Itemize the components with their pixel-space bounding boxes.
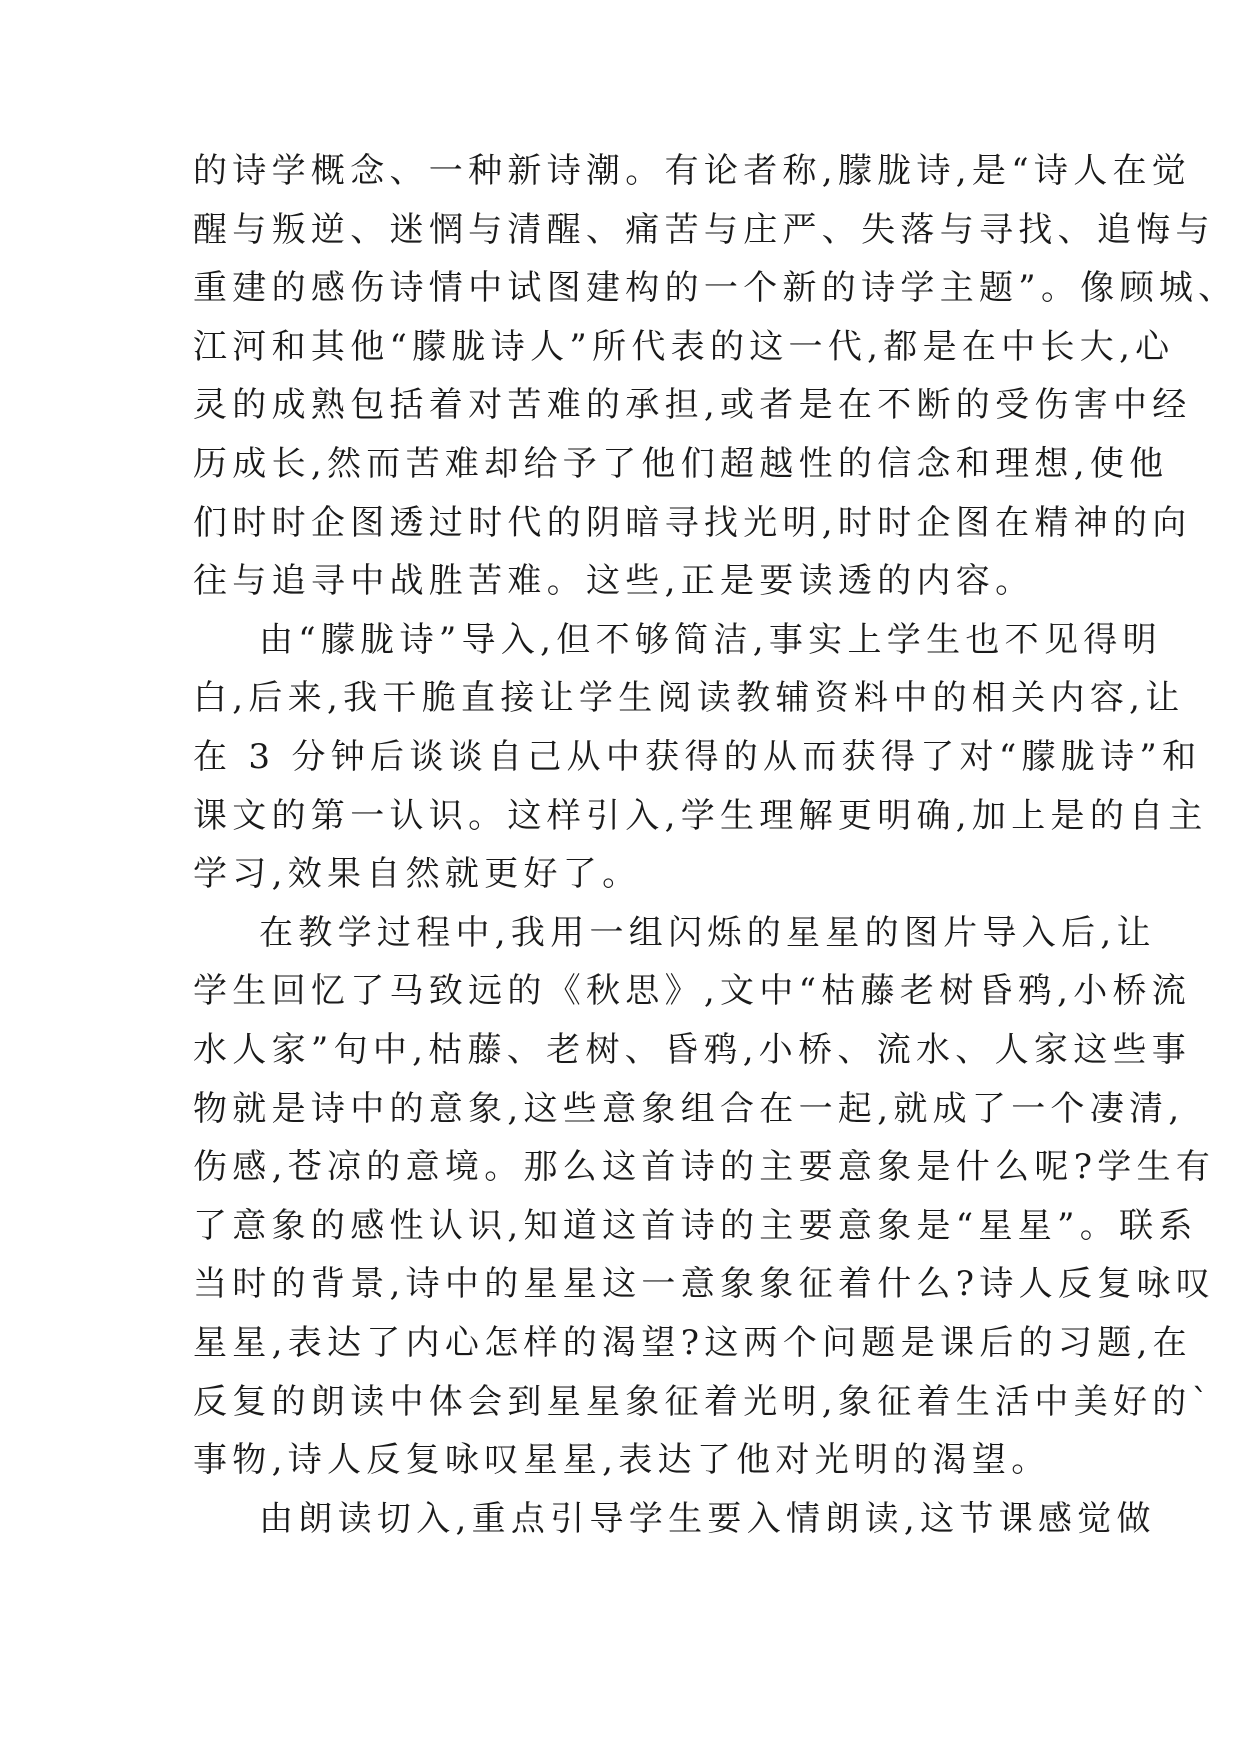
text-line: 往与追寻中战胜苦难。这些,正是要读透的内容。 [193,561,1035,601]
text-line: 学习,效果自然就更好了。 [193,854,642,894]
text-line: 了意象的感性认识,知道这首诗的主要意象是“星星”。联系 [193,1206,1198,1246]
paragraph-first-line: 在教学过程中,我用一组闪烁的星星的图片导入后,让 [259,913,1156,953]
text-line: 历成长,然而苦难却给予了他们超越性的信念和理想,使他 [193,444,1169,484]
text-line: 星星,表达了内心怎样的渴望?这两个问题是课后的习题,在 [193,1323,1192,1363]
text-line: 课文的第一认识。这样引入,学生理解更明确,加上是的自主 [193,796,1208,836]
text-line: 学生回忆了马致远的《秋思》,文中“枯藤老树昏鸦,小桥流 [193,971,1192,1011]
text-line: 物就是诗中的意象,这些意象组合在一起,就成了一个凄清, [193,1089,1185,1129]
text-line: 水人家”句中,枯藤、老树、昏鸦,小桥、流水、人家这些事 [193,1030,1192,1070]
text-line: 事物,诗人反复咏叹星星,表达了他对光明的渴望。 [193,1440,1051,1480]
text-line: 醒与叛逆、迷惘与清醒、痛苦与庄严、失落与寻找、追悔与 [193,210,1215,250]
paragraph-first-line: 由朗读切入,重点引导学生要入情朗读,这节课感觉做 [259,1499,1156,1539]
text-line: 白,后来,我干脆直接让学生阅读教辅资料中的相关内容,让 [193,678,1185,718]
paragraph-first-line: 由“朦胧诗”导入,但不够简洁,事实上学生也不见得明 [259,620,1162,660]
text-line: 江河和其他“朦胧诗人”所代表的这一代,都是在中长大,心 [193,327,1175,367]
text-line: 伤感,苍凉的意境。那么这首诗的主要意象是什么呢?学生有 [193,1147,1216,1187]
text-line: 重建的感伤诗情中试图建构的一个新的诗学主题”。像顾城、 [193,268,1238,308]
text-line: 当时的背景,诗中的星星这一意象象征着什么?诗人反复咏叹 [193,1264,1216,1304]
text-line: 反复的朗读中体会到星星象征着光明,象征着生活中美好的` [193,1382,1214,1422]
text-line: 们时时企图透过时代的阴暗寻找光明,时时企图在精神的向 [193,503,1192,543]
text-line: 在 3 分钟后谈谈自己从中获得的从而获得了对“朦胧诗”和 [193,737,1202,777]
text-line: 的诗学概念、一种新诗潮。有论者称,朦胧诗,是“诗人在觉 [193,151,1192,191]
text-line: 灵的成熟包括着对苦难的承担,或者是在不断的受伤害中经 [193,385,1192,425]
